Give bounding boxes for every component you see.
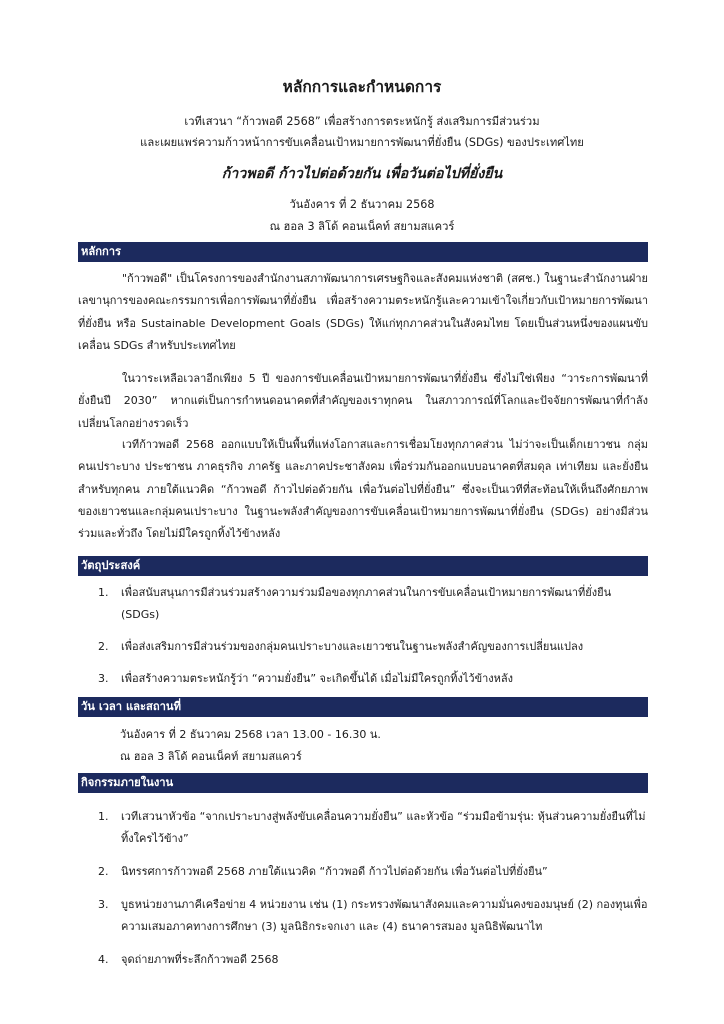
list-item-text: บูธหน่วยงานภาคีเครือข่าย 4 หน่วยงาน เช่น (1) กระทรวงพัฒนาสังคมและความมั่นคงของมนุษย์ (2) กองทุนเพื่อความเสมอภาคทางการศึกษา (3) มูลนิธิกระจกเงา และ (4) ธนาคารสมอง มูลนิธิพัฒนาไท (121, 898, 648, 933)
list-item (78, 582, 648, 626)
event-slogan: ก้าวพอดี ก้าวไปต่อด้วยกัน เพื่อวันต่อไปที่ยั่งยืน (221, 166, 503, 182)
principles-paragraph-1: "ก้าวพอดี" เป็นโครงการของสำนักงานสภาพัฒนาการเศรษฐกิจและสังคมแห่งชาติ (สศช.) ในฐานะสำนักงานฝ่ายเลขานุการของคณะกรรมการเพื่อการพัฒนาที่ยั่งยืน เพื่อสร้างความตระหนักรู้และความเข้าใจเกี่ยวกับเป้าหมายการพัฒนาที่ยั่งยืน หรือ Sustainable Development Goals (SDGs) ให้แก่ทุกภาคส่วนในสังคมไทย โดยเป็นส่วนหนึ่งของแผนขับเคลื่อน SDGs สำหรับประเทศไทย (78, 272, 648, 352)
principles-paragraph-3: เวทีก้าวพอดี 2568 ออกแบบให้เป็นพื้นที่แห่งโอกาสและการเชื่อมโยงทุกภาคส่วน ไม่ว่าจะเป็นเด็กเยาวชน กลุ่มคนเปราะบาง ประชาชน ภาคธุรกิจ ภาครัฐ และภาคประชาสังคม เพื่อร่วมกันออกแบบอนาคตที่สมดุล เท่าเทียม และยั่งยืนสำหรับทุกคน ภายใต้แนวคิด “ก้าวพอดี ก้าวไปต่อด้วยกัน เพื่อวันต่อไปที่ยั่งยืน” ซึ่งจะเป็นเวทีที่สะท้อนให้เห็นถึงศักยภาพของเยาวชนและกลุ่มคนเปราะบาง ในฐานะพลังสำคัญของการขับเคลื่อนเป้าหมายการพัฒนาที่ยั่งยืน (SDGs) อย่างมีส่วนร่วมและทั่วถึง โดยไม่มีใครถูกทิ้งไว้ข้างหลัง (78, 438, 648, 541)
list-item-number: 4. (98, 953, 109, 966)
section-heading-datetime: วัน เวลา และสถานที่ (78, 697, 648, 717)
document-title: หลักการและกำหนดการ (282, 78, 442, 96)
list-item-number: 1. (98, 586, 109, 599)
section-heading-objectives: วัตถุประสงค์ (78, 556, 648, 576)
list-item-number: 3. (98, 672, 109, 685)
list-item (78, 861, 648, 883)
event-date: วันอังคาร ที่ 2 ธันวาคม 2568 (289, 198, 435, 211)
event-venue: ณ ฮอล 3 ลิโด้ คอนเน็คท์ สยามสแควร์ (269, 220, 455, 233)
list-item-text: จุดถ่ายภาพที่ระลึกก้าวพอดี 2568 (121, 953, 279, 966)
list-item (78, 636, 648, 658)
subtitle-line-2: และเผยแพร่ความก้าวหน้าการขับเคลื่อนเป้าหมายการพัฒนาที่ยั่งยืน (SDGs) ของประเทศไทย (140, 136, 584, 149)
principles-paragraph-2: ในวาระเหลือเวลาอีกเพียง 5 ปี ของการขับเคลื่อนเป้าหมายการพัฒนาที่ยั่งยืน ซึ่งไม่ใช่เพียง “วาระการพัฒนาที่ยั่งยืนปี 2030” หากแต่เป็นการกำหนดอนาคตที่สำคัญของเราทุกคน ในสภาวการณ์ที่โลกและปัจจัยการพัฒนาที่กำลังเปลี่ยนโลกอย่างรวดเร็ว (78, 372, 648, 430)
list-item-text: เพื่อสร้างความตระหนักรู้ว่า “ความยั่งยืน” จะเกิดขึ้นได้ เมื่อไม่มีใครถูกทิ้งไว้ข้างหลัง (121, 672, 514, 685)
section-heading-activities: กิจกรรมภายในงาน (78, 773, 648, 793)
list-item-number: 2. (98, 865, 109, 878)
list-item-number: 1. (98, 810, 109, 823)
list-item-text: เพื่อส่งเสริมการมีส่วนร่วมของกลุ่มคนเปราะบางและเยาวชนในฐานะพลังสำคัญของการเปลี่ยนแปลง (121, 640, 584, 653)
list-item-number: 2. (98, 640, 109, 653)
datetime-line-2: ณ ฮอล 3 ลิโด้ คอนเน็คท์ สยามสแควร์ (120, 750, 302, 763)
section-heading-principles: หลักการ (78, 242, 648, 262)
activities-list (78, 806, 648, 971)
subtitle-line-1: เวทีเสวนา “ก้าวพอดี 2568” เพื่อสร้างการตระหนักรู้ ส่งเสริมการมีส่วนร่วม (184, 115, 540, 128)
list-item-number: 3. (98, 898, 109, 911)
objectives-list (78, 582, 648, 690)
datetime-line-1: วันอังคาร ที่ 2 ธันวาคม 2568 เวลา 13.00 - 16.30 น. (120, 728, 381, 741)
list-item-text: เวทีเสวนาหัวข้อ “จากเปราะบางสู่พลังขับเคลื่อนความยั่งยืน” และหัวข้อ “ร่วมมือข้ามรุ่น: หุ้นส่วนความยั่งยืนที่ไม่ทิ้งใครไว้ข้าง” (121, 810, 646, 845)
list-item (78, 806, 648, 850)
list-item-text: นิทรรศการก้าวพอดี 2568 ภายใต้แนวคิด “ก้าวพอดี ก้าวไปต่อด้วยกัน เพื่อวันต่อไปที่ยั่งยืน” (121, 865, 548, 878)
list-item (78, 668, 648, 690)
list-item-text: เพื่อสนับสนุนการมีส่วนร่วมสร้างความร่วมมือของทุกภาคส่วนในการขับเคลื่อนเป้าหมายการพัฒนาที่ยั่งยืน (SDGs) (121, 586, 612, 621)
list-item (78, 894, 648, 938)
list-item (78, 949, 648, 971)
